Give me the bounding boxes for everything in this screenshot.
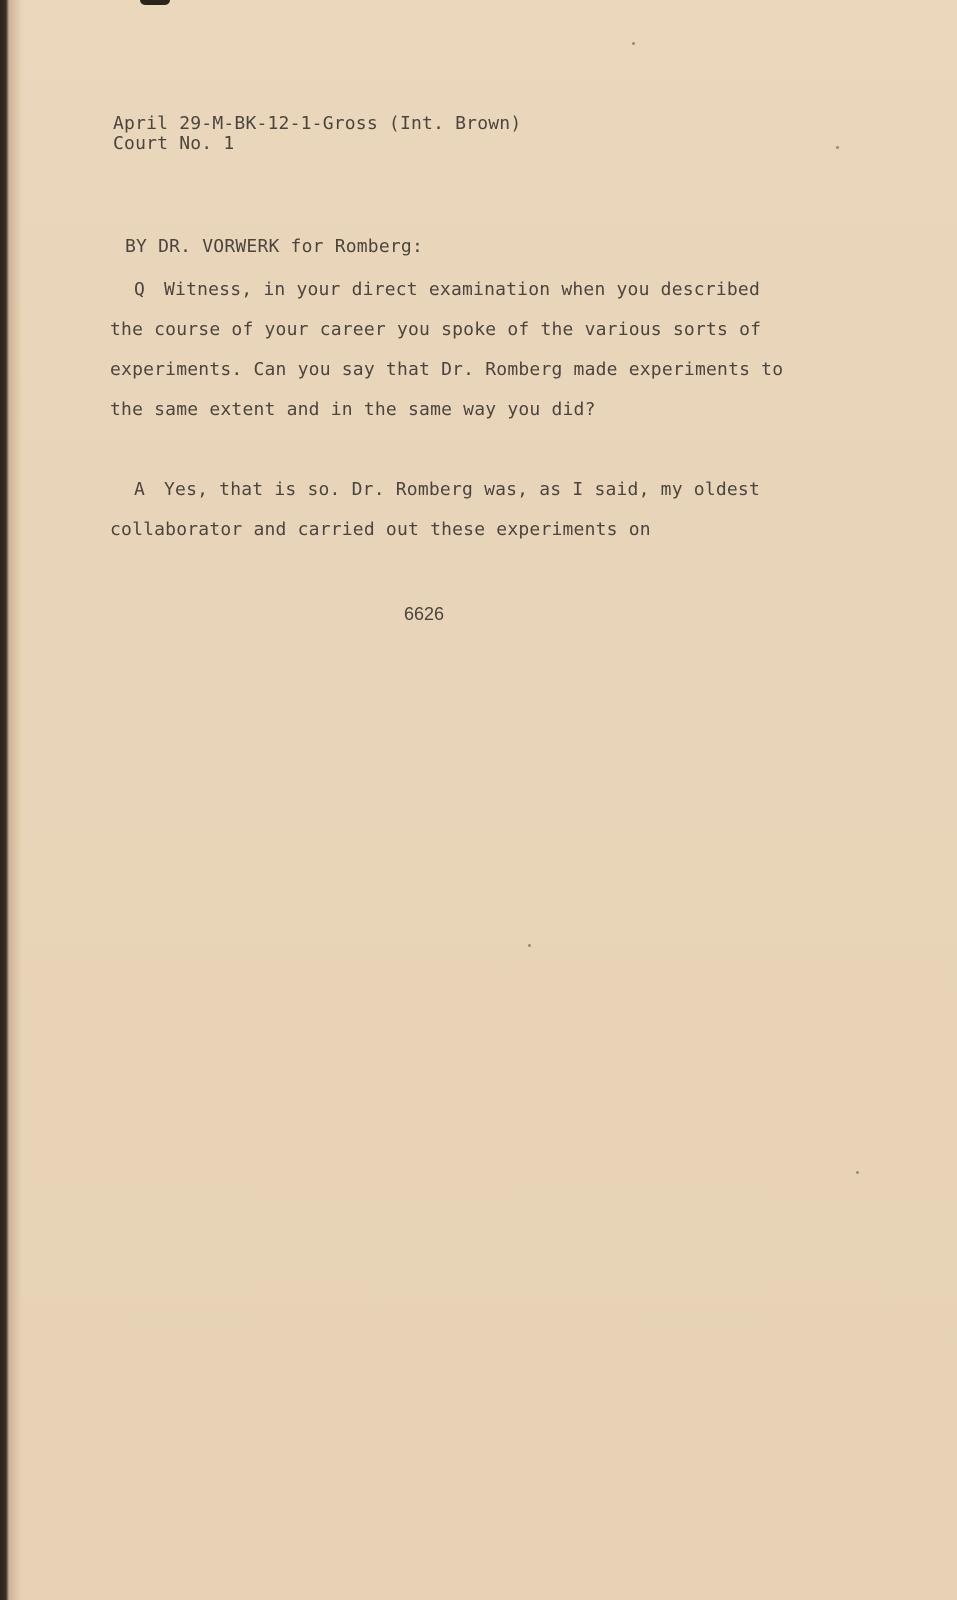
answer-text: Yes, that is so. Dr. Romberg was, as I said, my oldest collaborator and carried out these experiments on (110, 479, 760, 540)
question-label: Q (134, 279, 146, 300)
question-paragraph (110, 270, 790, 430)
paper-speck (856, 1171, 859, 1174)
question-text: Witness, in your direct examination when you described the course of your career you spoke of the various sorts of experiments. Can you say that Dr. Romberg made experiments to the same extent and in the same way you did? (110, 279, 784, 420)
paper-speck (836, 146, 839, 149)
header-reference-line: April 29-M-BK-12-1-Gross (Int. Brown) (113, 113, 522, 134)
answer-label: A (134, 479, 146, 500)
binding-mark (140, 0, 170, 5)
header-court-line: Court No. 1 (113, 133, 235, 154)
paper-speck (528, 944, 531, 947)
paper-speck (632, 42, 635, 45)
page-number: 6626 (404, 604, 445, 624)
answer-paragraph (110, 470, 790, 550)
torn-left-edge (0, 0, 22, 1600)
examiner-line: BY DR. VORWERK for Romberg: (125, 236, 423, 257)
